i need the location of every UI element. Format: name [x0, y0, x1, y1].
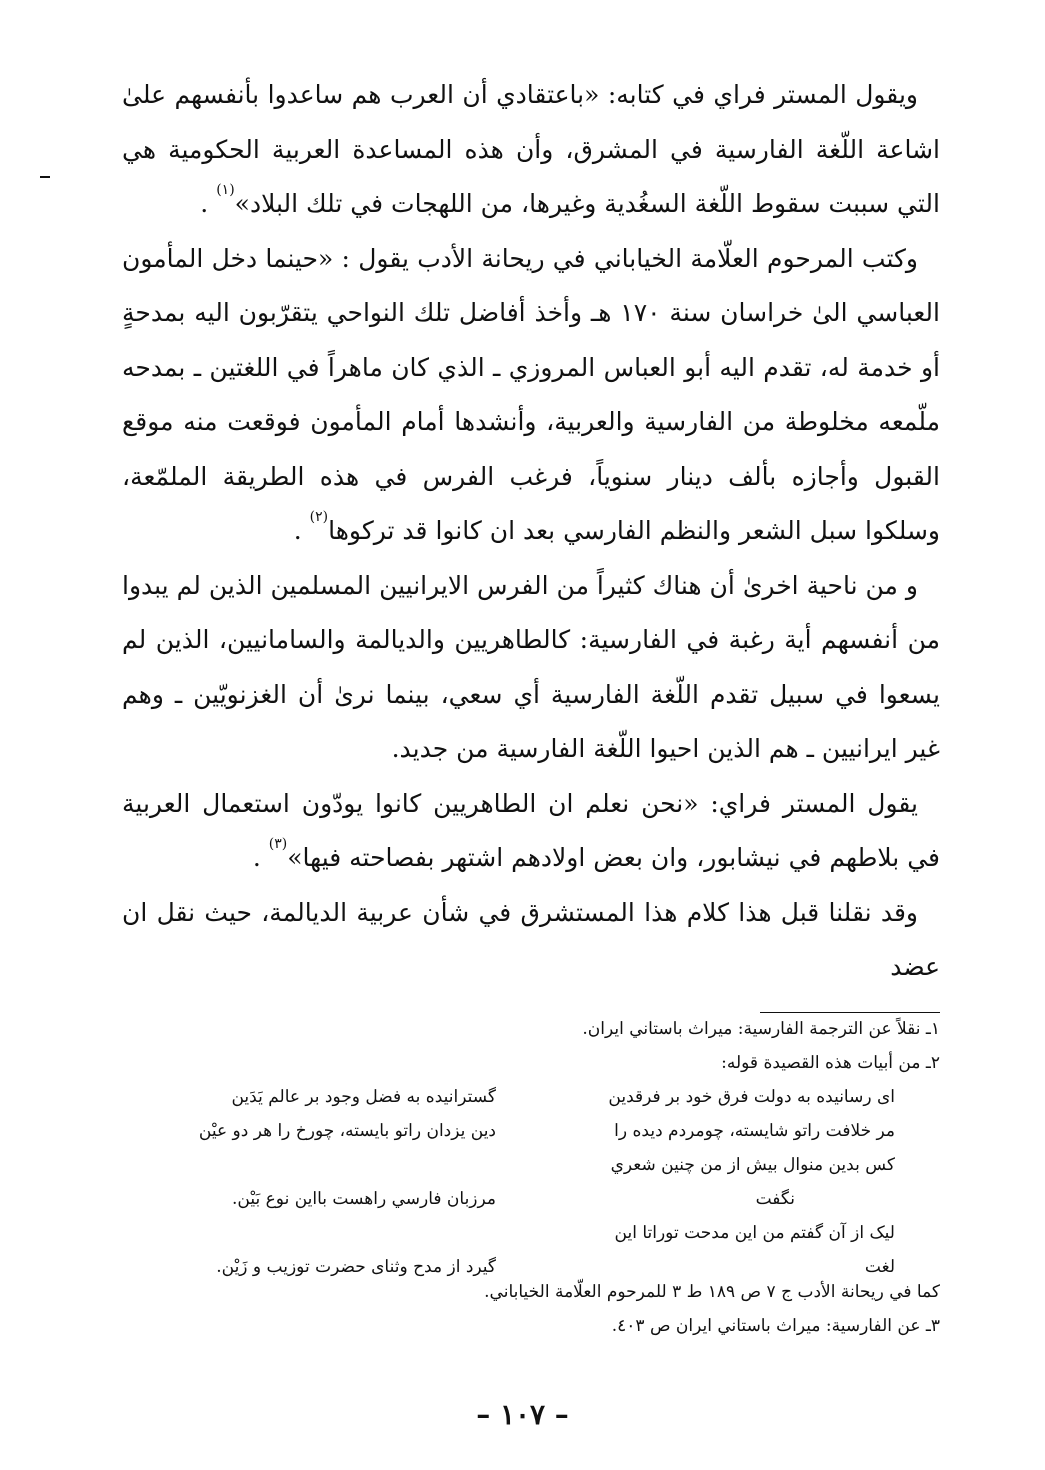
- text-line: اللّغة الفارسية في المشرق، وأن هذه المساعدة العربية الحكومية هي التي سببت سقوط: [122, 134, 940, 218]
- footnote-3: ٣ـ عن الفارسية: ميراث باستاني ايران ص ٤٠٣.: [611, 1316, 940, 1336]
- poem-line: لغت: [864, 1257, 895, 1277]
- poem-line: مر خلافت راتو شايسته، چومردم ديده را: [614, 1121, 895, 1141]
- poem-line: گيرد از مدح وثناى حضرت توزيب و زَيْن.: [216, 1257, 496, 1277]
- footnote-2-intro: ٢ـ من أبيات هذه القصيدة قوله:: [721, 1053, 940, 1073]
- text-line: الفارسي بعد ان كانوا قد تركوها: [328, 516, 652, 545]
- poem-column-right: [535, 1080, 895, 1284]
- poem-line: [136, 1216, 496, 1250]
- paragraph-5: [122, 886, 940, 995]
- footnote-2-source: كما في ريحانة الأدب ج ٧ ص ١٨٩ ط ٣ للمرحوم العلّامة الخياباني.: [484, 1282, 940, 1302]
- poem-line: ليک از آن گفتم من اين مدحت توراتا اين: [614, 1223, 895, 1243]
- poem-column-left: [136, 1080, 496, 1284]
- poem-line: كس بدين منوال بيش از من چنين شعري: [610, 1155, 895, 1175]
- footnote-ref-3: (٣): [268, 836, 288, 852]
- sentence-end: .: [252, 843, 269, 872]
- main-text: [122, 68, 940, 995]
- text-line: اللّغة السغُدية وغيرها، من اللهجات في تلك البلاد»: [234, 189, 743, 218]
- text-line: الذين احيوا اللّغة الفارسية من جديد.: [391, 734, 761, 763]
- paragraph-3: [122, 559, 940, 777]
- footnote-ref-1: (١): [216, 182, 235, 198]
- page-number: – ١٠٧ –: [476, 1398, 569, 1431]
- poem-line: گسترانيده به فضل وجود بر عالم يَدَين: [231, 1087, 496, 1107]
- text-line: وقد نقلنا قبل هذا كلام هذا المستشرق في شأن عربية الديالمة، حيث نقل ان عضد: [122, 897, 940, 981]
- footnotes: [122, 1012, 940, 1343]
- text-line: سبيل تقدم اللّغة الفارسية أي سعي، بينما نرىٰ أن الغزنويّين ـ وهم غير ايرانيين ـ هم: [122, 679, 940, 763]
- footnote-1: ١ـ نقلاً عن الترجمة الفارسية: ميراث باستاني ايران.: [582, 1019, 940, 1039]
- text-line: وكتب المرحوم العلّامة الخياباني في ريحانة الأدب يقول : «حينما دخل المأمون: [122, 243, 918, 273]
- text-line: في نيشابور، وان بعض اولادهم اشتهر بفصاحته فيها»: [287, 843, 822, 872]
- sentence-end: .: [200, 189, 217, 218]
- paragraph-2: [122, 232, 940, 559]
- poem-line: اى رسانيده به دولت فرق خود بر فرقدين: [608, 1087, 895, 1107]
- sentence-end: .: [293, 516, 310, 545]
- poem-line: دين يزدان راتو بايسته، چورخ را هر دو عيْن: [198, 1121, 496, 1141]
- paragraph-4: [122, 777, 940, 886]
- poem-line: مرزبان فارسي راهست بااين نوع بَيْن.: [232, 1189, 496, 1209]
- text-line: أنفسهم أية رغبة في الفارسية: كالطاهريين والديالمة والسامانيين، الذين لم يسعوا في: [122, 625, 940, 709]
- poem-line: نگفت: [755, 1189, 795, 1209]
- poem-line: [136, 1148, 496, 1182]
- paragraph-1: [122, 68, 940, 232]
- text-line: مخلوطة من الفارسية والعربية، وأنشدها أمام المأمون فوقعت منه موقع القبول وأجازه: [122, 407, 940, 491]
- text-line: العباسي الىٰ خراسان سنة ١٧٠ هـ وأخذ أفاضل تلك النواحي يتقرّبون اليه بمدحةٍ أو: [122, 298, 940, 382]
- footnote-ref-2: (٢): [309, 509, 329, 525]
- text-line: ويقول المستر فراي في كتابه: «باعتقادي أن العرب هم ساعدوا بأنفسهم علىٰ اشاعة: [122, 80, 940, 164]
- text-line: بألف دينار سنوياً، فرغب الفرس في هذه الطريقة الملمّعة، وسلكوا سبل الشعر والنظم: [122, 461, 940, 545]
- text-line: و من ناحية اخرىٰ أن هناك كثيراً من الفرس الايرانيين المسلمين الذين لم يبدوا من: [122, 570, 940, 654]
- poem: [122, 1080, 940, 1275]
- text-line: يقول المستر فراي: «نحن نعلم ان الطاهريين كانوا يودّون استعمال العربية في بلاطهم: [122, 788, 940, 872]
- margin-mark: [40, 176, 50, 178]
- text-line: خدمة له، تقدم اليه أبو العباس المروزي ـ الذي كان ماهراً في اللغتين ـ بمدحه ملّمعه: [122, 352, 941, 436]
